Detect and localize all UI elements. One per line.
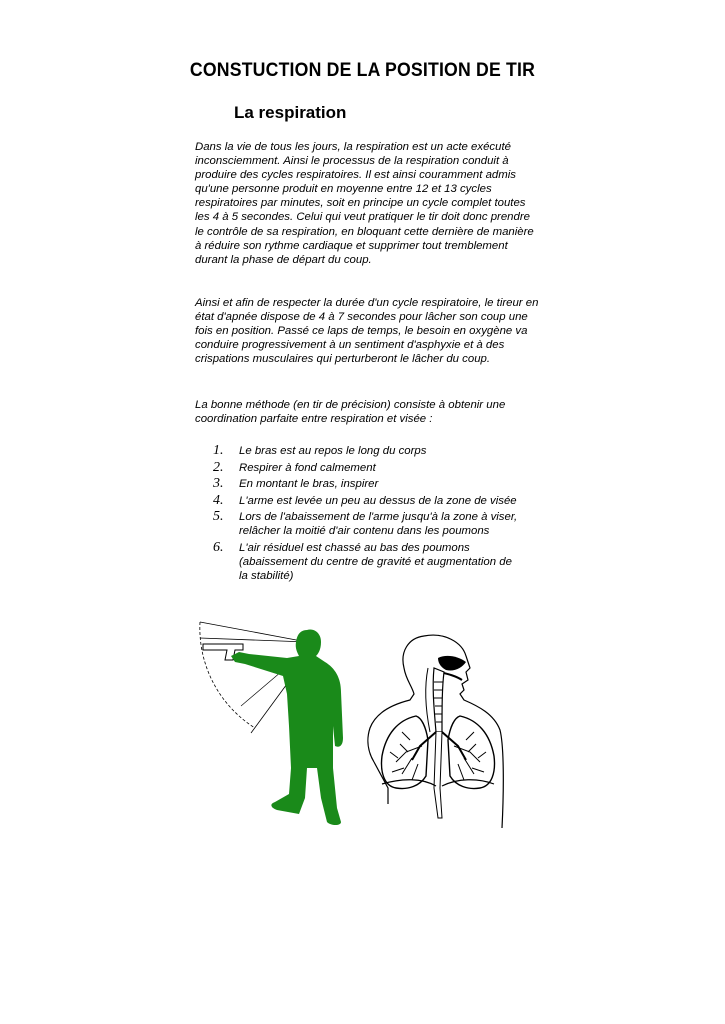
step-text: Respirer à fond calmement (239, 461, 376, 474)
step-text: L'air résiduel est chassé au bas des poumons (abaissement du centre de gravité et augmentation de la stabilité) (239, 542, 512, 583)
right-lung-bronchioles (454, 732, 486, 780)
respiratory-system-icon (362, 628, 510, 830)
step-number: 2. (213, 459, 224, 475)
steps-list (213, 444, 523, 586)
esophagus (426, 668, 430, 732)
step-number: 1. (213, 443, 224, 458)
arm-arc-line (200, 622, 255, 728)
step-text: Lors de l'abaissement de l'arme jusqu'à la zone à viser, relâcher la moitié d'air contenu dans les poumons (239, 511, 518, 538)
step-number: 4. (213, 492, 224, 508)
list-item (213, 444, 523, 458)
torso-outline-left (368, 636, 424, 762)
step-text: En montant le bras, inspirer (239, 478, 379, 491)
paragraph-breathing-intro: Dans la vie de tous les jours, la respiration est un acte exécuté inconsciemment. Ainsi le processus de la respiration conduit à produire des cycles respiratoires. Il est ainsi couramment admis qu'une personne produit en moyenne entre 12 et 13 cycles respiratoires par minutes, soit en principe un cycle complet toutes les 4 à 5 secondes. Celui qui veut pratiquer le tir doit donc prendre le contrôle de sa respiration, en bloquant cette dernière de manière à réduire son rythme cardiaque et supprimer tout tremblement durant la phase de départ du coup. (195, 141, 534, 266)
page-title: CONSTUCTION DE LA POSITION DE TIR (189, 60, 536, 81)
paragraph-apnea-duration: Ainsi et afin de respecter la durée d'un cycle respiratoire, le tireur en état d'apnée dispose de 4 à 7 secondes pour lâcher son coup une fois en position. Passé ce laps de temps, le besoin en oxygène va conduire progressivement à un sentiment d'asphyxie et à des crispations musculaires qui perturberont le lâcher du coup. (195, 297, 539, 366)
step-text: Le bras est au repos le long du corps (239, 445, 427, 457)
list-item (213, 541, 523, 583)
list-item (213, 510, 523, 538)
left-lung-bronchioles (390, 732, 422, 780)
esophagus-lower (434, 732, 442, 818)
step-number: 3. (213, 476, 224, 492)
list-item (213, 477, 523, 491)
paragraph-method: La bonne méthode (en tir de précision) consiste à obtenir une coordination parfaite entre respiration et visée : (195, 399, 506, 426)
left-lung (382, 716, 428, 789)
step-text: L'arme est levée un peu au dessus de la zone de visée (239, 494, 517, 507)
section-heading: La respiration (234, 103, 347, 122)
shooter-body (231, 630, 343, 826)
nasal-cavity (438, 656, 466, 671)
step-number: 5. (213, 509, 224, 525)
list-item (213, 494, 523, 508)
list-item (213, 461, 523, 475)
right-lung (448, 716, 494, 789)
step-number: 6. (213, 540, 224, 556)
pistol-shooter-silhouette-icon (195, 618, 355, 830)
